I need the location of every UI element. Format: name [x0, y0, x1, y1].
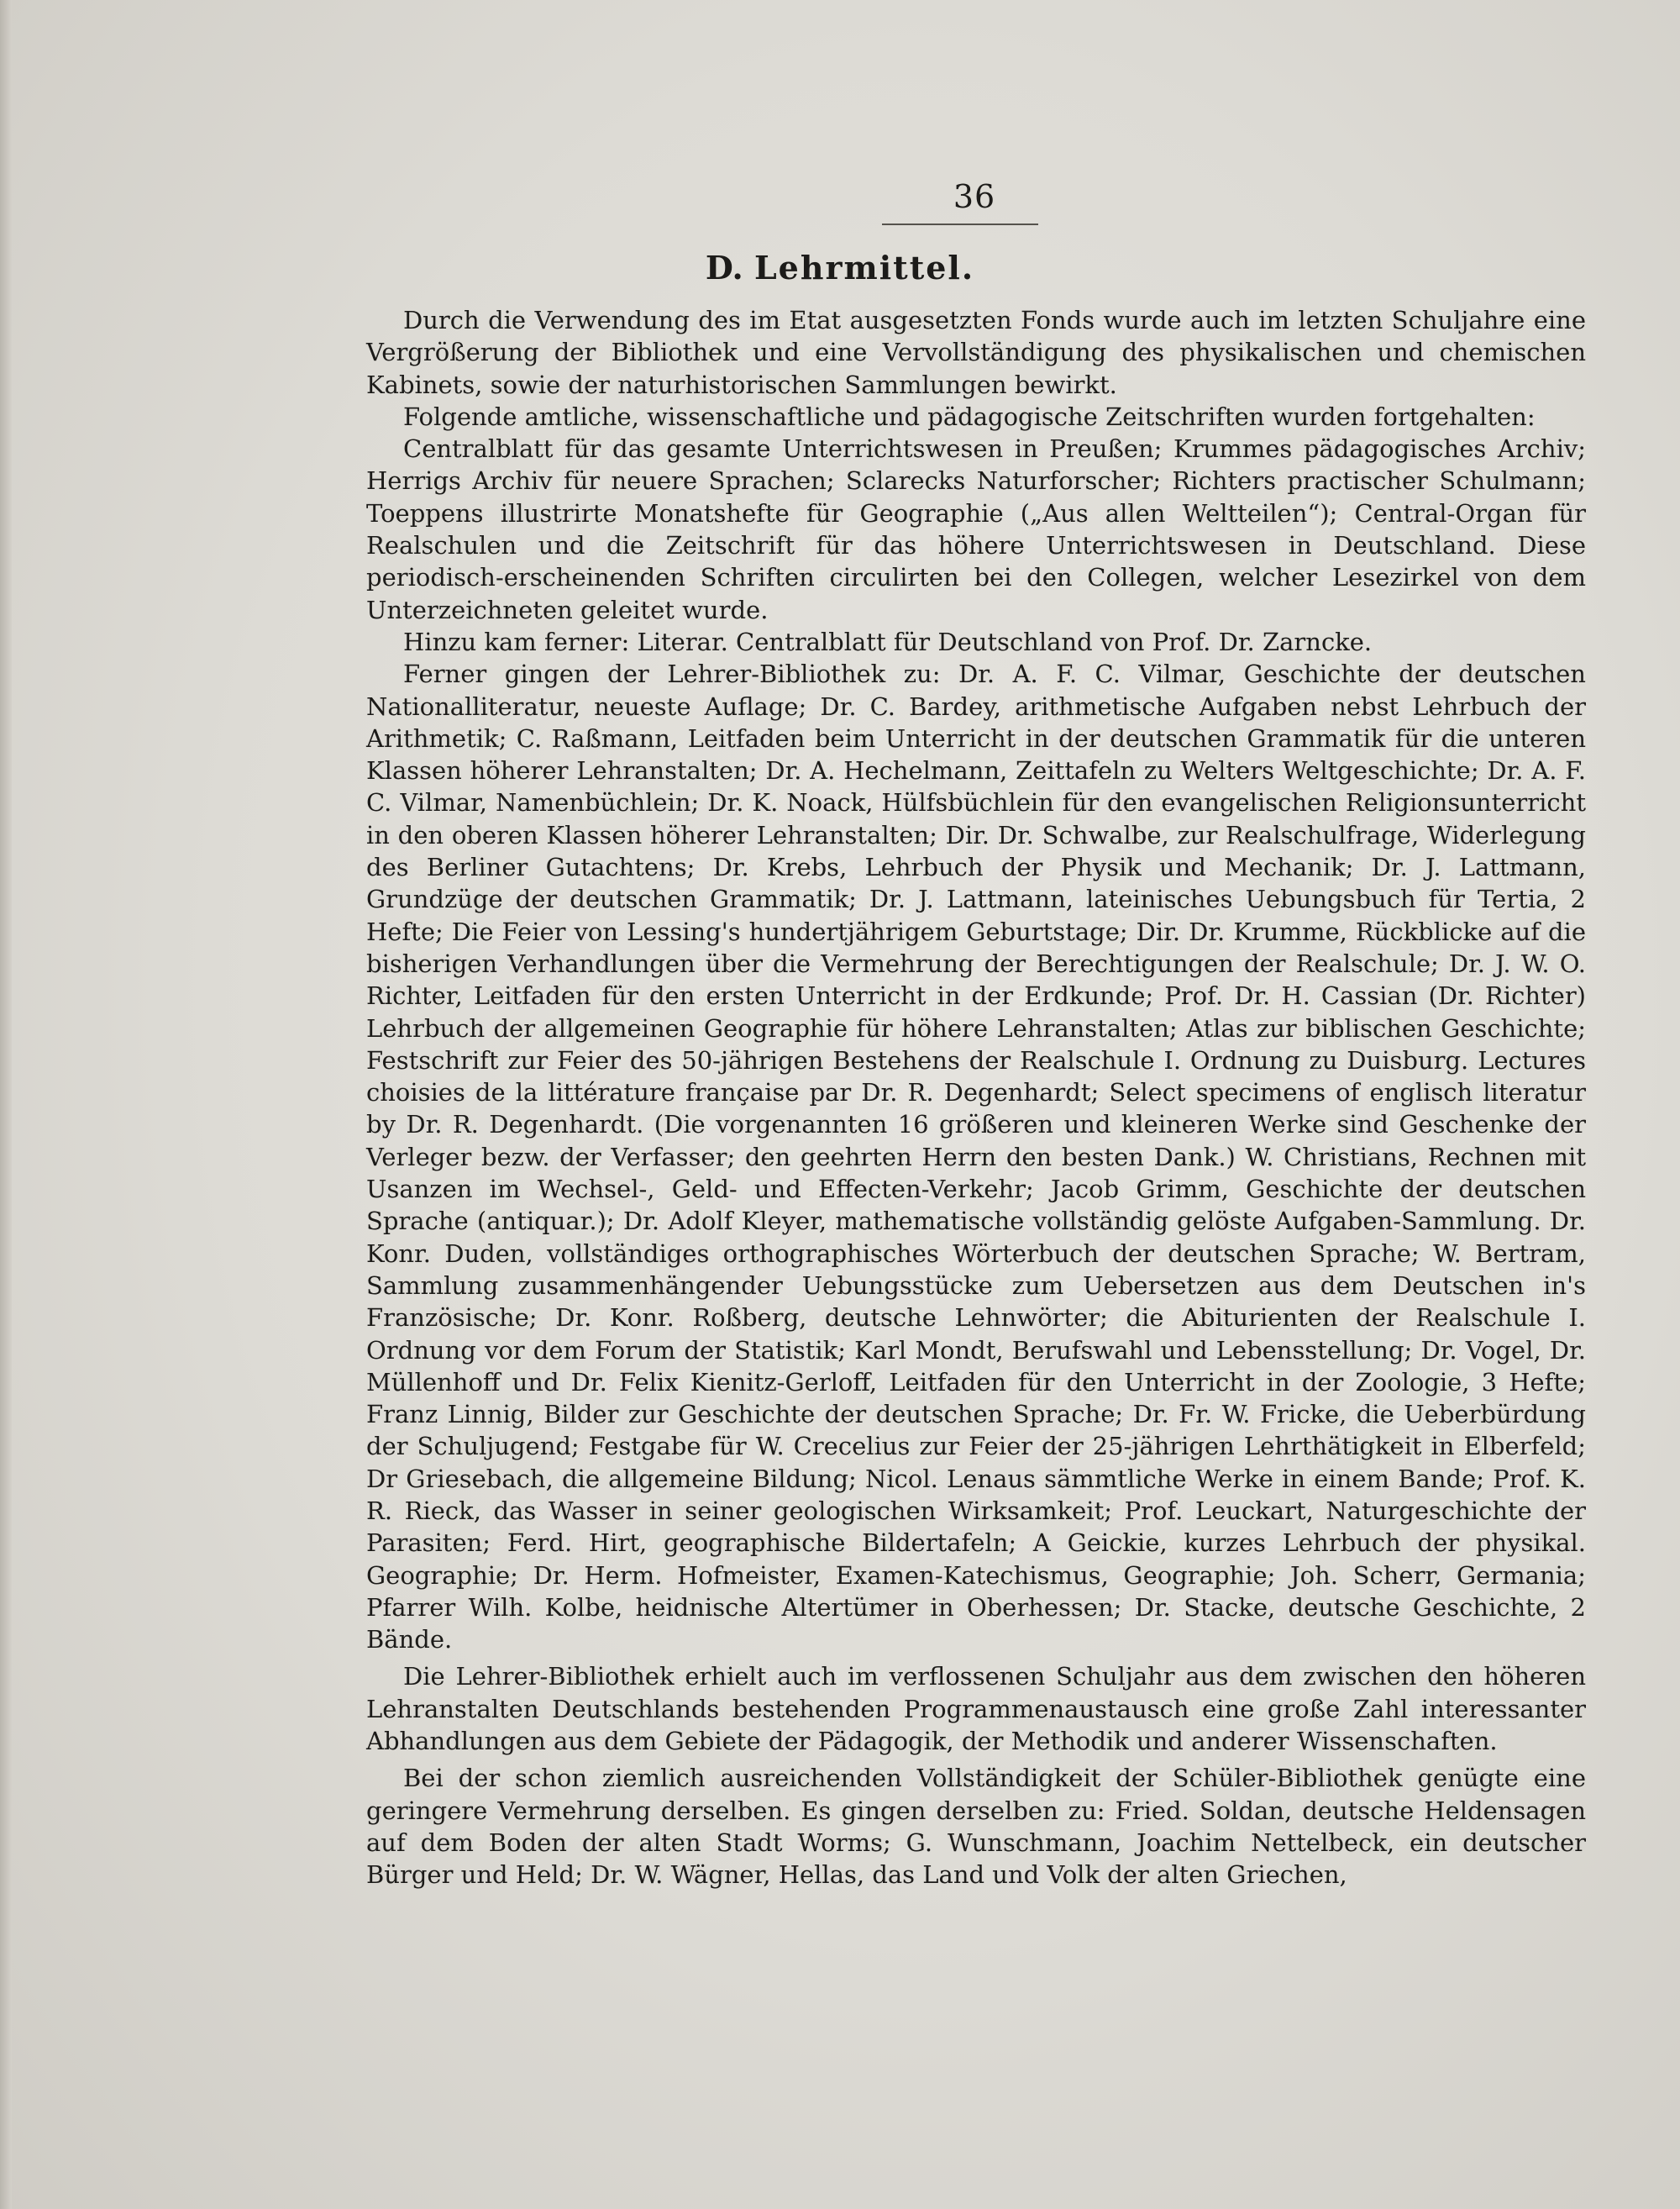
page-edge-shadow: [0, 0, 12, 2209]
paragraph-journals-intro: Folgende amtliche, wissenschaftliche und pädagogische Zeitschriften wurden fortgehalten:: [403, 402, 1536, 431]
section-heading: [588, 249, 1092, 287]
page-number-rule: [882, 224, 1038, 225]
paragraph-schueler-bibliothek: Bei der schon ziemlich ausreichenden Vollständigkeit der Schüler-Bibliothek genügte eine geringere Vermehrung derselben. Es gingen derselben zu: Fried. Soldan, deutsche Heldensagen auf dem Boden der alten Stadt Worms; G. Wunschmann, Joachim Nettelbeck, ein deutscher Bürger und Held; Dr. W. Wägner, Hellas, das Land und Volk der alten Griechen,: [366, 1764, 1586, 1890]
body-text: [366, 304, 1586, 1891]
paragraph-lehrer-bibliothek-gifts: Ferner gingen der Lehrer-Bibliothek zu: Dr. A. F. C. Vilmar, Geschichte der deutschen Nationalliteratur, neueste Auflage; Dr. C. Bardey, arithmetische Aufgaben nebst Lehrbuch der Arithmetik; C. Raßmann, Leitfaden beim Unterricht in der deutschen Grammatik für die unteren Klassen höherer Lehranstalten; Dr. A. Hechelmann, Zeittafeln zu Welters Weltgeschichte; Dr. A. F. C. Vilmar, Namenbüchlein; Dr. K. Noack, Hülfsbüchlein für den evangelischen Religionsunterricht in den oberen Klassen höherer Lehranstalten; Dir. Dr. Schwalbe, zur Realschulfrage, Widerlegung des Berliner Gutachtens; Dr. Krebs, Lehrbuch der Physik und Mechanik; Dr. J. Lattmann, Grundzüge der deutschen Grammatik; Dr. J. Lattmann, lateinisches Uebungsbuch für Tertia, 2 Hefte; Die Feier von Lessing's hundertjährigem Geburtstage; Dir. Dr. Krumme, Rückblicke auf die bisherigen Verhandlungen über die Vermehrung der Berechtigungen der Realschule; Dr. J. W. O. Richter, Leitfaden für den ersten Unterricht in der Erdkunde; Prof. Dr. H. Cassian (Dr. Richter) Lehrbuch der allgemeinen Geographie für höhere Lehranstalten; Atlas zur biblischen Geschichte; Festschrift zur Feier des 50-jährigen Bestehens der Realschule I. Ordnung zu Duisburg. Lectures choisies de la littérature française par Dr. R. Degenhardt; Select specimens of englisch literatur by Dr. R. Degenhardt. (Die vorgenannten 16 größeren und kleineren Werke sind Geschenke der Verleger bezw. der Verfasser; den geehrten Herrn den besten Dank.) W. Christians, Rechnen mit Usanzen im Wechsel-, Geld- und Effecten-Verkehr; Jacob Grimm, Geschichte der deutschen Sprache (antiquar.); Dr. Adolf Kleyer, mathematische vollständig gelöste Aufgaben-Sammlung. Dr. Konr. Duden, vollständiges orthographisches Wörterbuch der deutschen Sprache; W. Bertram, Sammlung zusammenhängender Uebungsstücke zum Uebersetzen aus dem Deutschen in's Französische; Dr. Konr. Roßberg, deutsche Lehnwörter; die Abiturienten der Realschule I. Ordnung vor dem Forum der Statistik; Karl Mondt, Berufswahl und Lebensstellung; Dr. Vogel, Dr. Müllenhoff und Dr. Felix Kienitz-Gerloff, Leitfaden für den Unterricht in der Zoologie, 3 Hefte; Franz Linnig, Bilder zur Geschichte der deutschen Sprache; Dr. Fr. W. Fricke, die Ueberbürdung der Schuljugend; Festgabe für W. Crecelius zur Feier der 25-jährigen Lehrthätigkeit in Elberfeld; Dr Griesebach, die allgemeine Bildung; Nicol. Lenaus sämmtliche Werke in einem Bande; Prof. K. R. Rieck, das Wasser in seiner geologischen Wirksamkeit; Prof. Leuckart, Naturgeschichte der Parasiten; Ferd. Hirt, geographische Bildertafeln; A Geickie, kurzes Lehrbuch der physikal. Geographie; Dr. Herm. Hofmeister, Examen-Katechismus, Geographie; Joh. Scherr, Germania; Pfarrer Wilh. Kolbe, heidnische Altertümer in Oberhessen; Dr. Stacke, deutsche Geschichte, 2 Bände.: [366, 660, 1586, 1654]
section-heading-label: D.: [705, 249, 743, 287]
page-number: 36: [953, 178, 996, 215]
paragraph-addition: Hinzu kam ferner: Literar. Centralblatt für Deutschland von Prof. Dr. Zarncke.: [403, 627, 1373, 656]
paragraph-programmaustausch: Die Lehrer-Bibliothek erhielt auch im verflossenen Schuljahr aus dem zwischen den höheren Lehranstalten Deutschlands bestehenden Programmenaustausch eine große Zahl interessanter Abhandlungen aus dem Gebiete der Pädagogik, der Methodik und anderer Wissenschaften.: [366, 1662, 1586, 1756]
paragraph-intro: Durch die Verwendung des im Etat ausgesetzten Fonds wurde auch im letzten Schuljahre eine Vergrößerung der Bibliothek und eine Vervollständigung des physikalischen und chemischen Kabinets, sowie der naturhistorischen Sammlungen bewirkt.: [366, 306, 1586, 399]
section-heading-title: Lehrmittel.: [753, 249, 975, 287]
paragraph-journals-list: Centralblatt für das gesamte Unterrichtswesen in Preußen; Krummes pädagogisches Archiv; Herrigs Archiv für neuere Sprachen; Sclarecks Naturforscher; Richters practischer Schulmann; Toeppens illustrirte Monatshefte für Geographie („Aus allen Weltteilen“); Central-Organ für Realschulen und die Zeitschrift für das höhere Unterrichtswesen in Deutschland. Diese periodisch-erscheinenden Schriften circulirten bei den Collegen, welcher Lesezirkel von dem Unterzeichneten geleitet wurde.: [366, 434, 1586, 624]
